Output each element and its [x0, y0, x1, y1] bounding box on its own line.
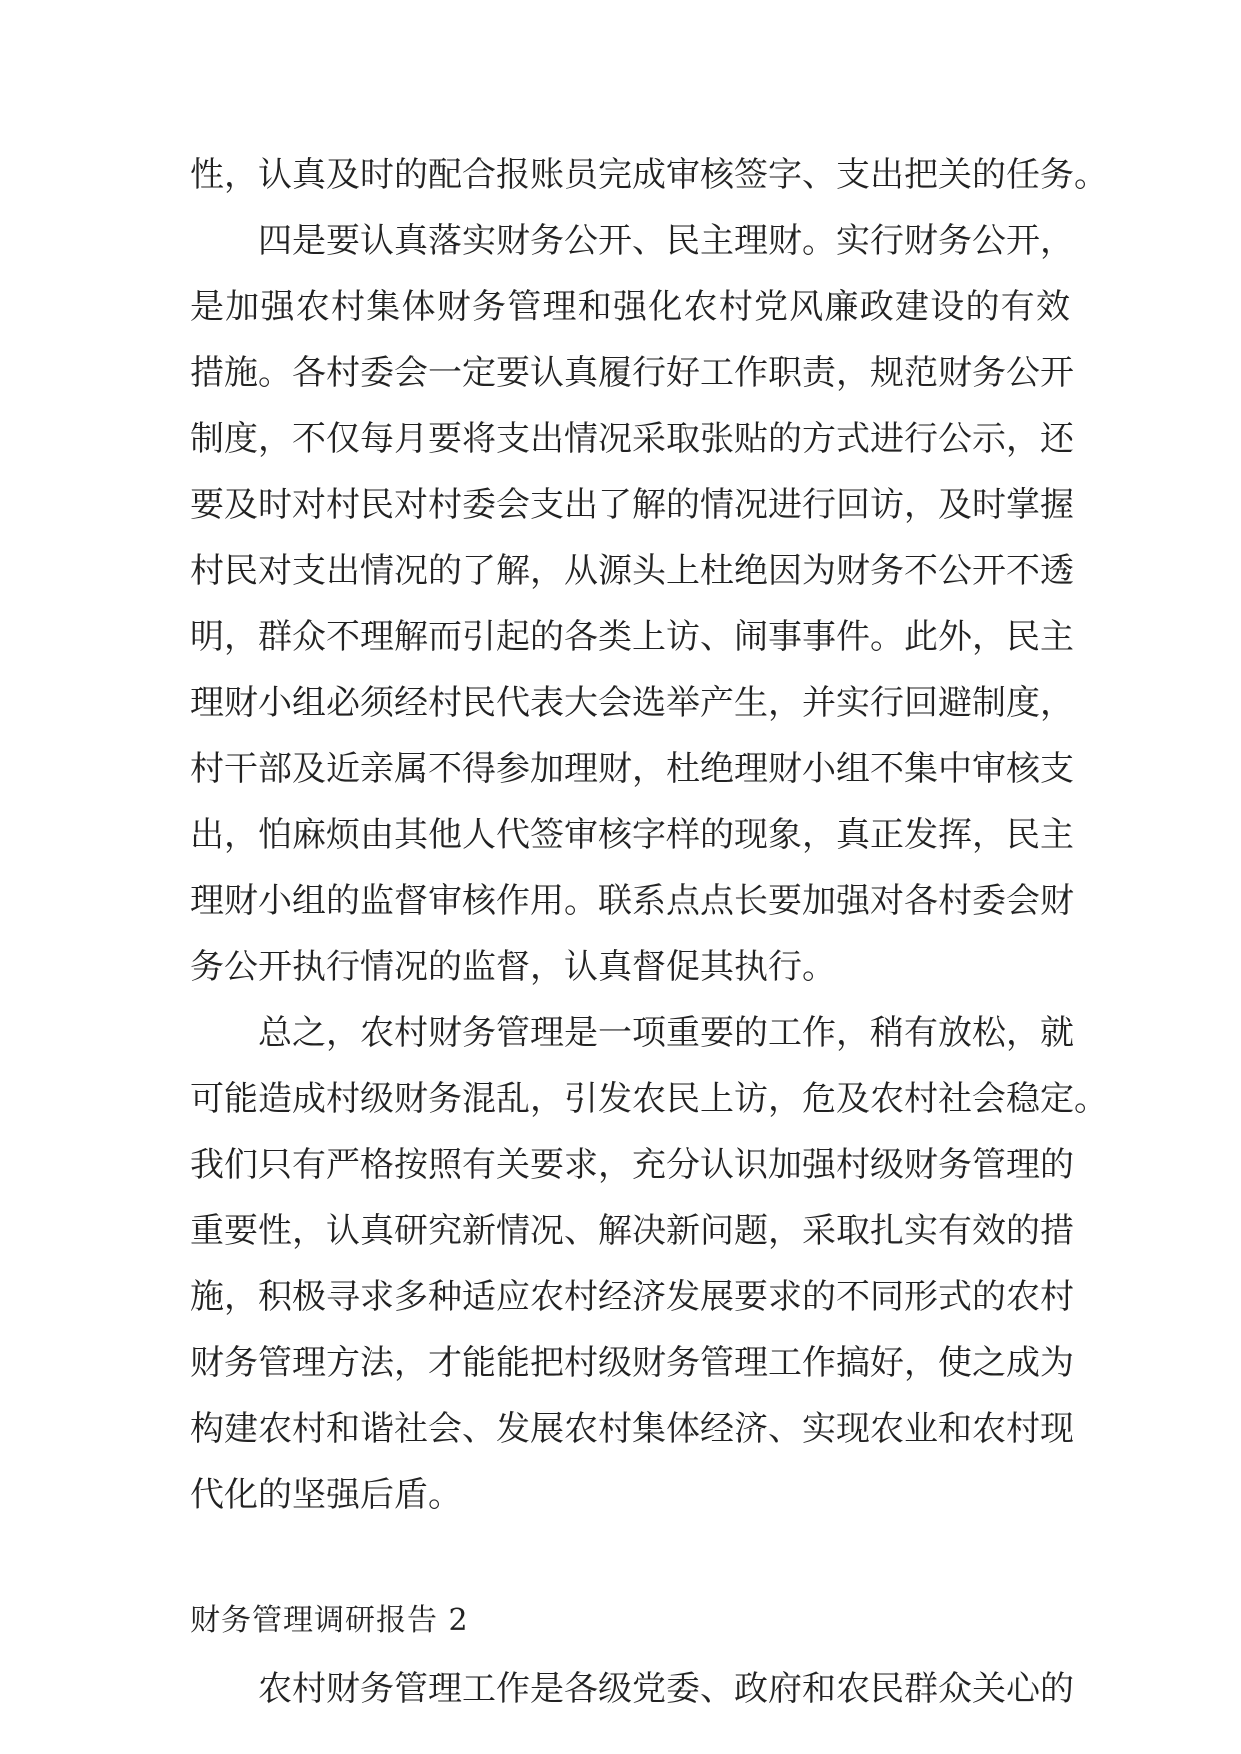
text-line: 要及时对村民对村委会支出了解的情况进行回访，及时掌握 — [190, 485, 1074, 525]
text-line: 四是要认真落实财务公开、民主理财。实行财务公开， — [258, 221, 1074, 261]
text-line: 重要性，认真研究新情况、解决新问题，采取扎实有效的措 — [190, 1211, 1074, 1251]
text-line: 明，群众不理解而引起的各类上访、闹事事件。此外，民主 — [190, 617, 1074, 657]
text-line: 可能造成村级财务混乱，引发农民上访，危及农村社会稳定。 — [190, 1079, 1108, 1119]
text-line: 制度，不仅每月要将支出情况采取张贴的方式进行公示，还 — [190, 419, 1074, 459]
text-line: 代化的坚强后盾。 — [190, 1475, 462, 1515]
text-line: 务公开执行情况的监督，认真督促其执行。 — [190, 947, 836, 987]
text-line: 措施。各村委会一定要认真履行好工作职责，规范财务公开 — [190, 353, 1074, 393]
text-line: 理财小组的监督审核作用。联系点点长要加强对各村委会财 — [190, 881, 1074, 921]
section-title: 财务管理调研报告 2 — [190, 1603, 469, 1638]
text-line: 村干部及近亲属不得参加理财，杜绝理财小组不集中审核支 — [190, 749, 1074, 789]
text-line: 构建农村和谐社会、发展农村集体经济、实现农业和农村现 — [190, 1409, 1074, 1449]
text-line: 是加强农村集体财务管理和强化农村党风廉政建设的有效 — [190, 287, 1070, 327]
text-line: 施，积极寻求多种适应农村经济发展要求的不同形式的农村 — [190, 1277, 1074, 1317]
text-line: 财务管理方法，才能能把村级财务管理工作搞好，使之成为 — [190, 1343, 1074, 1383]
text-line: 农村财务管理工作是各级党委、政府和农民群众关心的 — [258, 1669, 1074, 1709]
text-line: 理财小组必须经村民代表大会选举产生，并实行回避制度， — [190, 683, 1074, 723]
text-line: 我们只有严格按照有关要求，充分认识加强村级财务管理的 — [190, 1145, 1074, 1185]
text-line: 性，认真及时的配合报账员完成审核签字、支出把关的任务。 — [190, 155, 1108, 195]
text-line: 村民对支出情况的了解，从源头上杜绝因为财务不公开不透 — [190, 551, 1074, 591]
text-line: 总之，农村财务管理是一项重要的工作，稍有放松，就 — [258, 1013, 1074, 1053]
text-line: 出，怕麻烦由其他人代签审核字样的现象，真正发挥，民主 — [190, 815, 1074, 855]
